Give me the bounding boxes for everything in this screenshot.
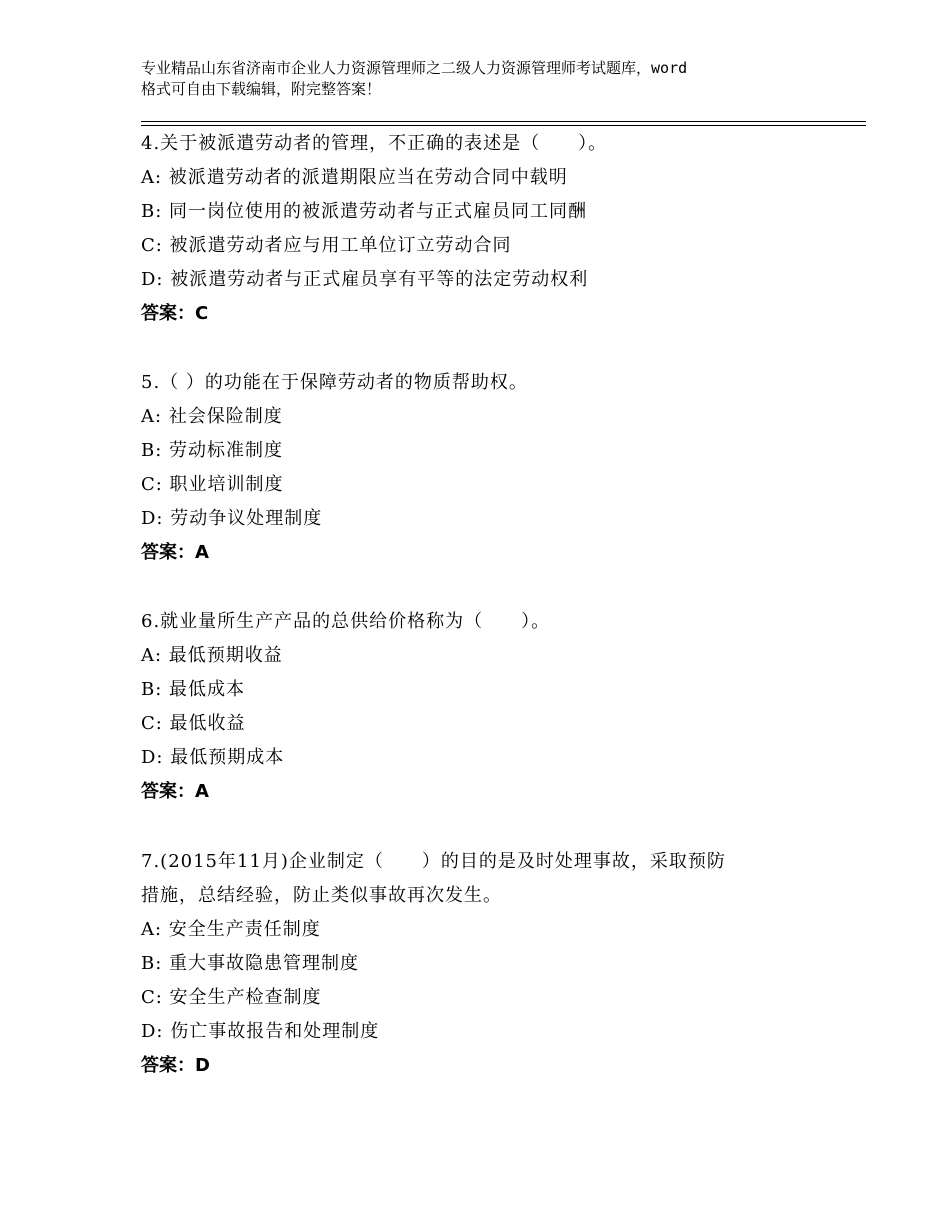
option-d: D: 伤亡事故报告和处理制度 (141, 1021, 380, 1042)
option-d: D: 被派遣劳动者与正式雇员享有平等的法定劳动权利 (141, 269, 589, 290)
document-header (141, 58, 861, 100)
question-6 (141, 605, 841, 809)
question-5 (141, 366, 841, 570)
question-stem: 6.就业量所生产产品的总供给价格称为（ ）。 (141, 611, 551, 632)
option-a: A: 最低预期收益 (141, 645, 283, 666)
option-d: D: 最低预期成本 (141, 747, 285, 768)
question-7 (141, 845, 841, 1083)
header-divider (141, 121, 866, 126)
question-4 (141, 127, 841, 331)
option-c: C: 最低收益 (141, 713, 246, 734)
option-a: A: 社会保险制度 (141, 406, 283, 427)
answer: 答案：A (141, 781, 209, 802)
option-c: C: 安全生产检查制度 (141, 987, 322, 1008)
question-stem: 4.关于被派遣劳动者的管理，不正确的表述是（ ）。 (141, 133, 608, 154)
option-a: A: 安全生产责任制度 (141, 919, 321, 940)
answer: 答案：D (141, 1055, 210, 1076)
option-b: B: 重大事故隐患管理制度 (141, 953, 360, 974)
option-b: B: 最低成本 (141, 679, 246, 700)
header-line-2: 格式可自由下载编辑，附完整答案！ (141, 80, 382, 98)
header-line-1: 专业精品山东省济南市企业人力资源管理师之二级人力资源管理师考试题库，word (141, 59, 688, 77)
answer: 答案：A (141, 542, 209, 563)
answer: 答案：C (141, 303, 209, 324)
option-b: B: 劳动标准制度 (141, 440, 284, 461)
option-b: B: 同一岗位使用的被派遣劳动者与正式雇员同工同酬 (141, 201, 588, 222)
option-c: C: 被派遣劳动者应与用工单位订立劳动合同 (141, 235, 512, 256)
option-d: D: 劳动争议处理制度 (141, 508, 323, 529)
option-a: A: 被派遣劳动者的派遣期限应当在劳动合同中载明 (141, 167, 568, 188)
option-c: C: 职业培训制度 (141, 474, 284, 495)
question-stem: 5.（ ）的功能在于保障劳动者的物质帮助权。 (141, 372, 528, 393)
question-stem: 7.(2015年11月)企业制定（ ）的目的是及时处理事故，采取预防 (141, 851, 726, 872)
question-stem-continued: 措施，总结经验，防止类似事故再次发生。 (141, 885, 502, 906)
